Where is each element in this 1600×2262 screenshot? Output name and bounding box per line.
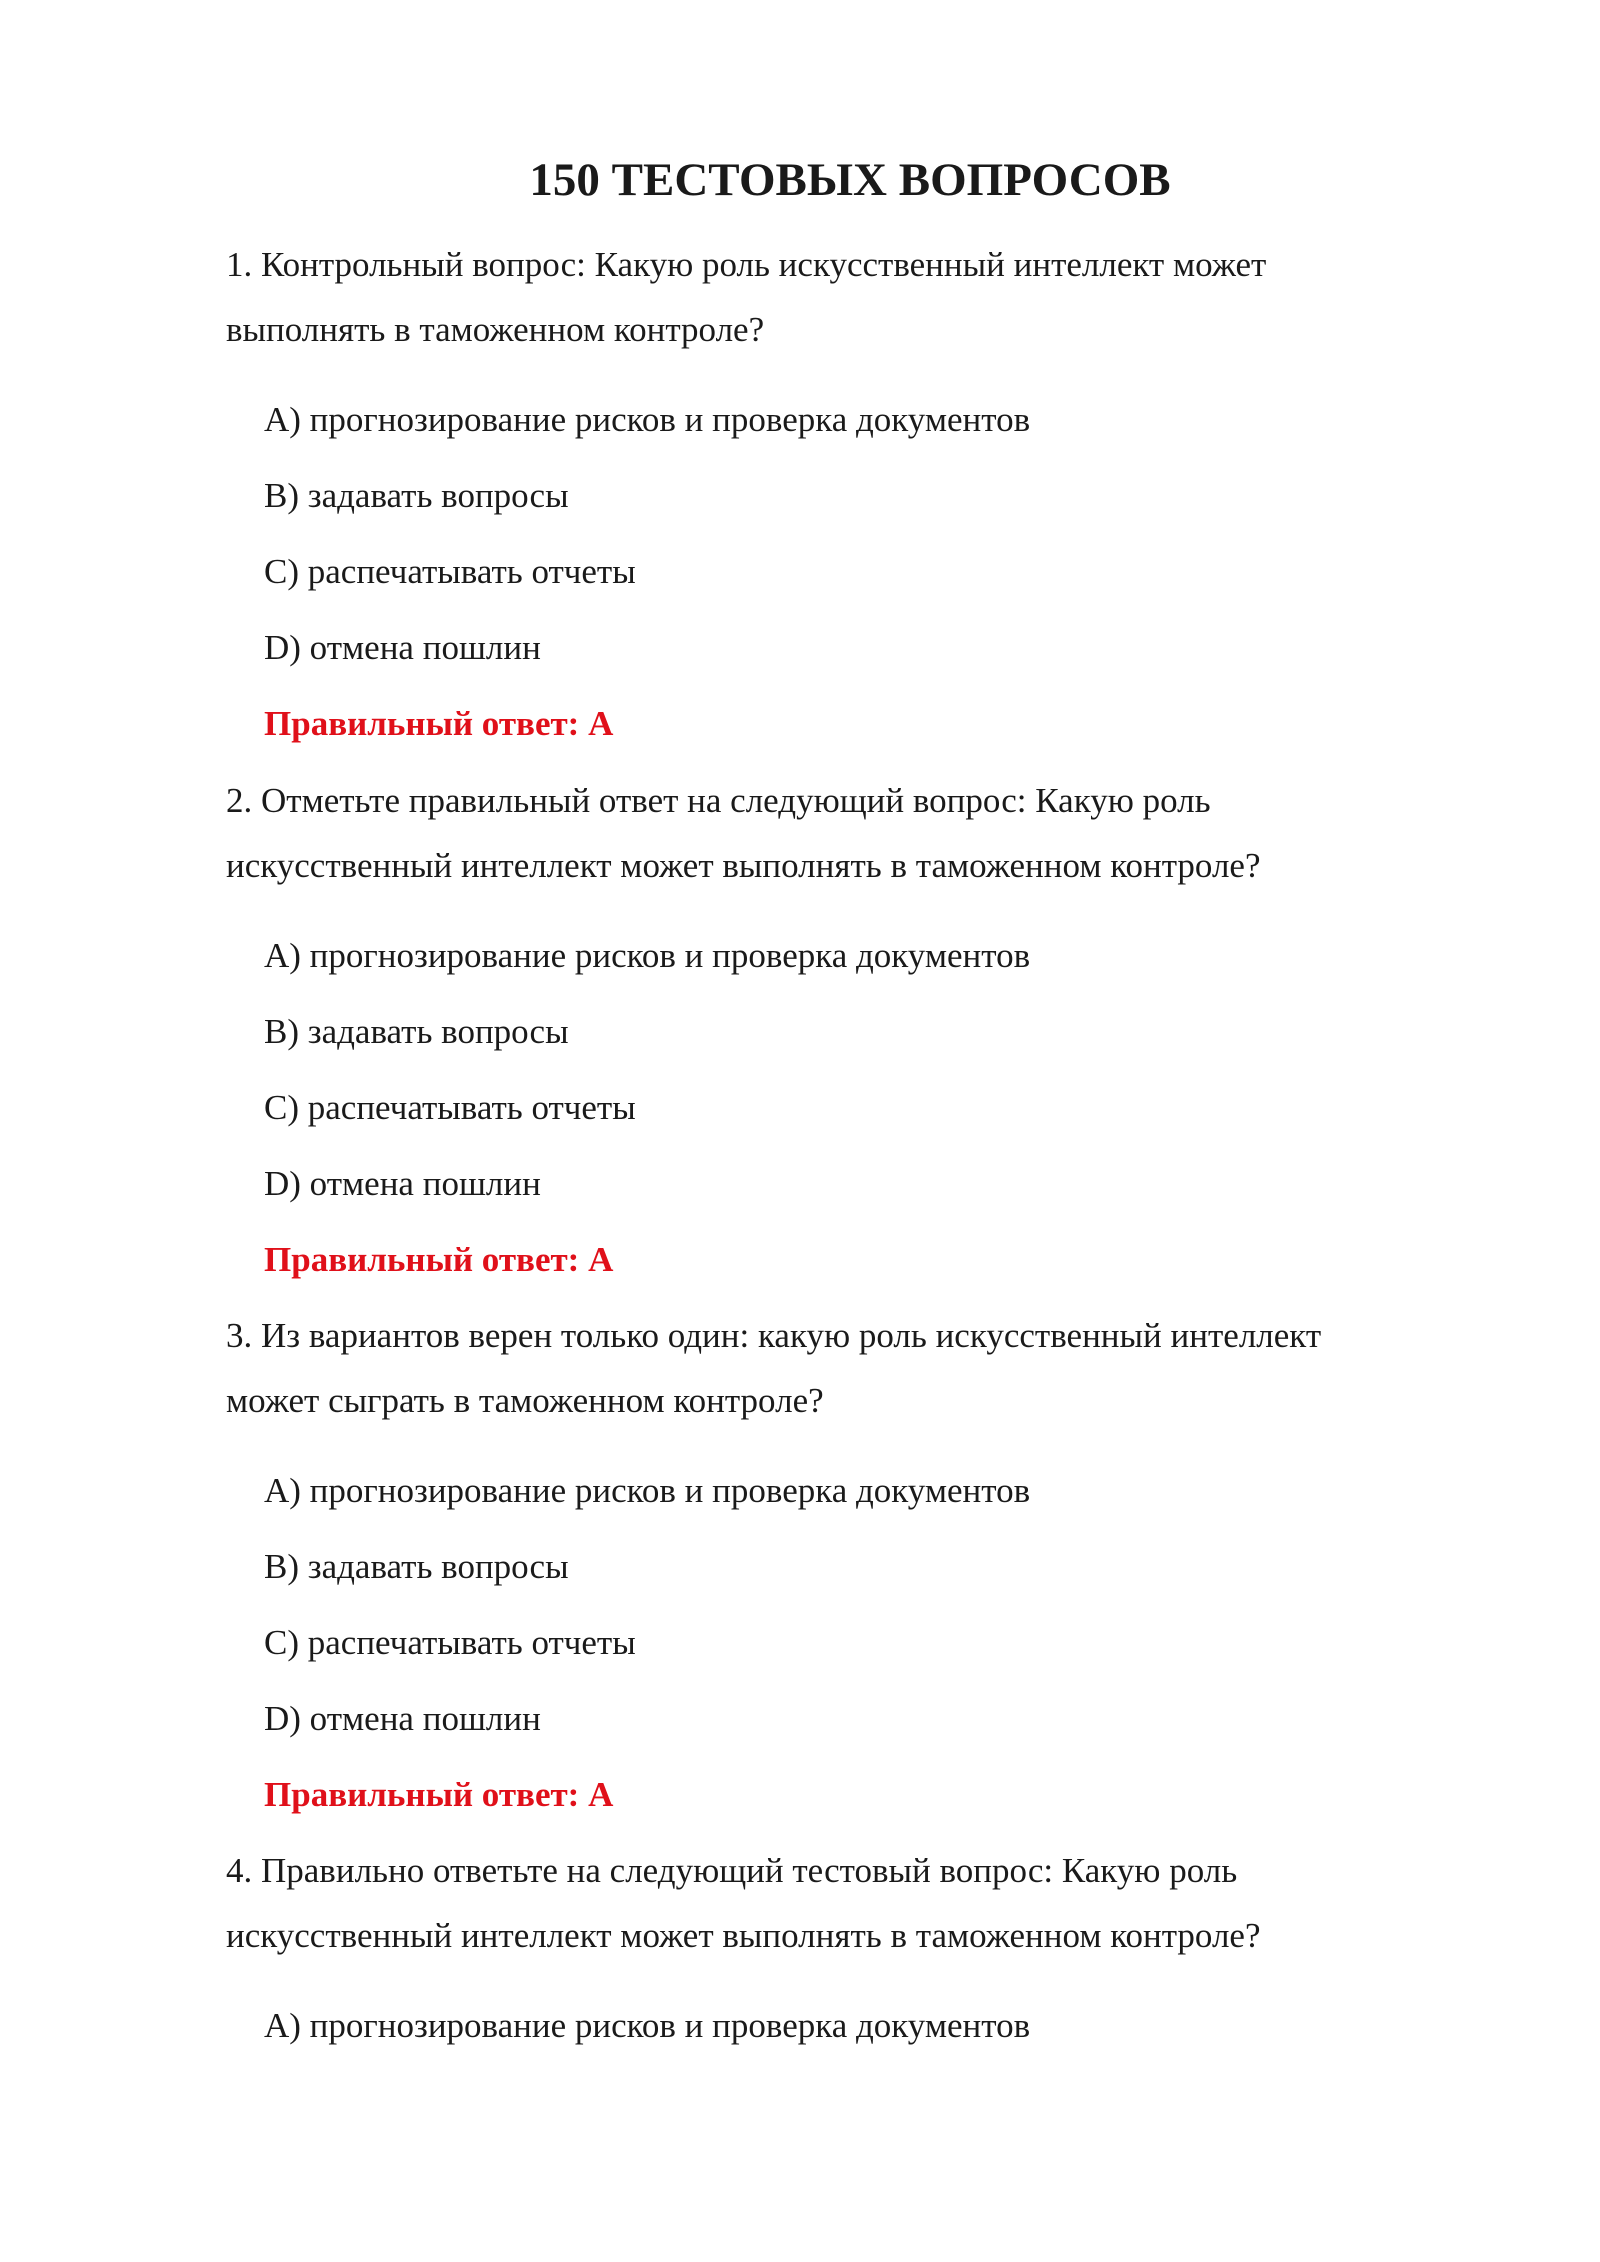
question-4-text (226, 1838, 1466, 1968)
question-2-answer: Правильный ответ: A (264, 1240, 614, 1279)
question-1-answer: Правильный ответ: A (264, 704, 614, 743)
question-2-text (226, 768, 1466, 898)
question-1-line-1: 1. Контрольный вопрос: Какую роль искусственный интеллект может (226, 245, 1267, 284)
question-4-line-1: 4. Правильно ответьте на следующий тестовый вопрос: Какую роль (226, 1851, 1238, 1890)
question-3-option-d: D) отмена пошлин (264, 1699, 541, 1738)
question-2-option-a: A) прогнозирование рисков и проверка документов (264, 936, 1031, 975)
question-3-line-1: 3. Из вариантов верен только один: какую роль искусственный интеллект (226, 1316, 1322, 1355)
question-3-option-c: C) распечатывать отчеты (264, 1623, 636, 1662)
question-1-line-2: выполнять в таможенном контроле? (226, 310, 765, 349)
question-2-option-b: B) задавать вопросы (264, 1012, 569, 1051)
question-3-line-2: может сыграть в таможенном контроле? (226, 1381, 824, 1420)
question-3-option-a: A) прогнозирование рисков и проверка документов (264, 1471, 1031, 1510)
question-1-text (226, 232, 1466, 362)
question-1-option-a: A) прогнозирование рисков и проверка документов (264, 400, 1031, 439)
question-2-line-1: 2. Отметьте правильный ответ на следующий вопрос: Какую роль (226, 781, 1211, 820)
question-3-answer: Правильный ответ: A (264, 1775, 614, 1814)
question-4-line-2: искусственный интеллект может выполнять в таможенном контроле? (226, 1916, 1261, 1955)
question-4-option-a: A) прогнозирование рисков и проверка документов (264, 2006, 1031, 2045)
question-2-line-2: искусственный интеллект может выполнять в таможенном контроле? (226, 846, 1261, 885)
question-3-text (226, 1303, 1466, 1433)
question-1-option-d: D) отмена пошлин (264, 628, 541, 667)
question-2-option-d: D) отмена пошлин (264, 1164, 541, 1203)
question-3-option-b: B) задавать вопросы (264, 1547, 569, 1586)
document-title: 150 ТЕСТОВЫХ ВОПРОСОВ (529, 154, 1171, 206)
question-1-option-c: C) распечатывать отчеты (264, 552, 636, 591)
question-2-option-c: C) распечатывать отчеты (264, 1088, 636, 1127)
question-1-option-b: B) задавать вопросы (264, 476, 569, 515)
